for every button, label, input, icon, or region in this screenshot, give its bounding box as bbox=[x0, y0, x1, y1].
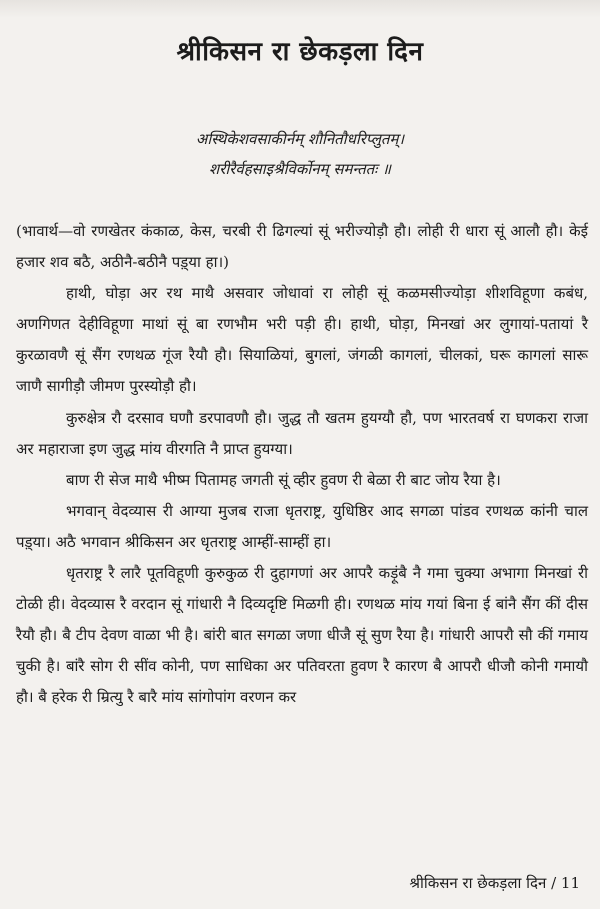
paragraph: हाथी, घोड़ा अर रथ माथै असवार जोधावां रा लोही सूं कळमसीज्योड़ा शीशविहूणा कबंध, अणगिणत देहीविहूणा माथां सूं बा रणभौम भरी पड़ी ही। हाथी, घोड़ा, मिनखां अर लुगायां-पतायां रै कुरळावणै सूं सैंग रणथळ गूंज रैयौ हौ। सियाळियां, बुगलां, जंगळी कागलां, चीलकां, घरू कागलां सारू जाणै सागीड़ौ जीमण पुरस्योड़ौ हौ। bbox=[16, 284, 588, 396]
page-top-bleed bbox=[0, 0, 600, 18]
page-footer: श्रीकिसन रा छेकड़ला दिन / 11 bbox=[409, 874, 580, 892]
paragraph: बाण री सेज माथै भीष्म पितामह जगती सूं व्हीर हुवण री बेळा री बाट जोय रैया है। bbox=[66, 470, 501, 489]
verse-line-1: अस्थिकेशवसाकीर्नम् शौनितौधरिप्लुतम्। bbox=[195, 130, 405, 148]
verse-line-2: शरीरैर्वहसाइश्रैविर्कोनम् समन्ततः ॥ bbox=[209, 160, 391, 178]
body-text bbox=[16, 216, 588, 714]
paragraph: धृतराष्ट्र रै लारै पूतविहूणी कुरुकुळ री दुहागणां अर आपरै कड़ूंबै नै गमा चुक्या अभागा मिनखां री टोळी ही। वेदव्यास रै वरदान सूं गांधारी नै दिव्यदृष्टि मिळगी ही। रणथळ मांय गयां बिना ई बांनै सैंग कीं दीस रैयौ हौ। बै टीप देवण वाळा भी है। बांरी बात सगळा जणा धीजै सूं सुण रैया है। गांधारी आपरौ सौ कीं गमाय चुकी है। बांरै सोग री सींव कोनी, पण साधिका अर पतिवरता हुवण रै कारण बै आपरौ धीजौ कोनी गमायौ हौ। बै हरेक री म्रित्यु रै बारै मांय सांगोपांग वरणन कर bbox=[16, 564, 588, 707]
paragraph: कुरुक्षेत्र रौ दरसाव घणौ डरपावणौ हौ। जुद्ध तौ खतम हुयग्यौ हौ, पण भारतवर्ष रा घणकरा राजा अर महाराजा इण जुद्ध मांय वीरगति नै प्राप्त हुयग्या। bbox=[16, 408, 588, 458]
chapter-title: श्रीकिसन रा छेकड़ला दिन bbox=[176, 37, 424, 67]
paragraph-meaning: (भावार्थ—वो रणखेतर कंकाळ, केस, चरबी री ढिगल्यां सूं भरीज्योड़ौ हौ। लोही री धारा सूं आलौ हौ। केई हजार शव बठै, अठीनै-बठीनै पड़्या हा।) bbox=[16, 222, 588, 272]
sanskrit-verse bbox=[0, 124, 600, 184]
paragraph: भगवान् वेदव्यास री आग्या मुजब राजा धृतराष्ट्र, युधिष्ठिर आद सगळा पांडव रणथळ कांनी चाल पड़्या। अठै भगवान श्रीकिसन अर धृतराष्ट्र आम्हीं-साम्हीं हा। bbox=[16, 501, 588, 551]
